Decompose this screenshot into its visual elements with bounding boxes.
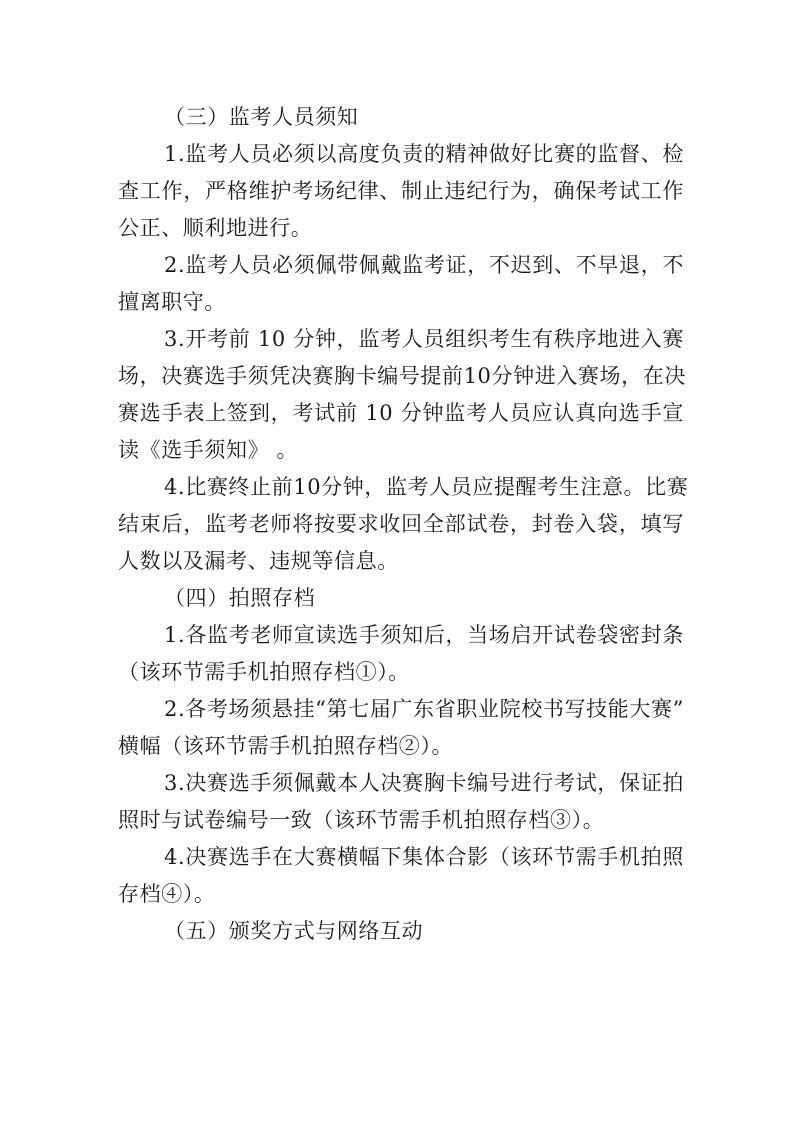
text-line: 1.各监考老师宣读选手须知后，当场启开试卷袋密封条 xyxy=(164,623,684,647)
paragraph-1 xyxy=(118,136,684,247)
paragraph-3 xyxy=(118,321,684,469)
text-line: 查工作，严格维护考场纪律、制止违纪行为，确保考试工作 xyxy=(118,179,684,203)
paragraph-4 xyxy=(118,469,689,580)
text-line: （该环节需手机拍照存档①）。 xyxy=(118,660,410,684)
section-heading-awards xyxy=(118,913,684,950)
heading-line: （五）颁奖方式与网络互动 xyxy=(164,919,424,943)
text-line: 人数以及漏考、违规等信息。 xyxy=(118,549,399,573)
text-line: 结束后，监考老师将按要求收回全部试卷，封卷入袋，填写 xyxy=(118,512,684,536)
text-line: 赛选手表上签到，考试前 10 分钟监考人员应认真向选手宣 xyxy=(118,401,684,425)
text-line: 4.决赛选手在大赛横幅下集体合影（该环节需手机拍照 xyxy=(164,845,684,869)
text-line: 2.监考人员必须佩带佩戴监考证，不迟到、不早退，不 xyxy=(164,253,684,277)
heading-line: （四）拍照存档 xyxy=(164,586,316,610)
text-line: 公正、顺利地进行。 xyxy=(118,216,313,240)
paragraph-7 xyxy=(118,765,684,839)
text-line: 1.监考人员必须以高度负责的精神做好比赛的监督、检 xyxy=(164,142,684,166)
text-line: 3.开考前 10 分钟，监考人员组织考生有秩序地进入赛 xyxy=(164,327,684,351)
paragraph-2 xyxy=(118,247,684,321)
text-line: 照时与试卷编号一致（该环节需手机拍照存档③）。 xyxy=(118,808,605,832)
text-line: 横幅（该环节需手机拍照存档②）。 xyxy=(118,734,454,758)
section-heading-photo-archive xyxy=(118,580,684,617)
paragraph-8 xyxy=(118,839,684,913)
section-heading-invigilator-notice xyxy=(118,99,684,136)
paragraph-5 xyxy=(118,617,684,691)
paragraph-6 xyxy=(118,691,684,765)
text-line: 场，决赛选手须凭决赛胸卡编号提前10分钟进入赛场，在决 xyxy=(118,364,686,388)
text-line: 4.比赛终止前10分钟，监考人员应提醒考生注意。比赛 xyxy=(164,475,689,499)
text-line: 存档④）。 xyxy=(118,882,216,906)
text-line: 读《选手须知》 。 xyxy=(118,438,299,462)
text-line: 3.决赛选手须佩戴本人决赛胸卡编号进行考试，保证拍 xyxy=(164,771,684,795)
text-line: 擅离职守。 xyxy=(118,290,226,314)
text-line: 2.各考场须悬挂“第七届广东省职业院校书写技能大赛” xyxy=(164,697,684,721)
document-body xyxy=(118,99,689,950)
heading-line: （三）监考人员须知 xyxy=(164,105,359,129)
